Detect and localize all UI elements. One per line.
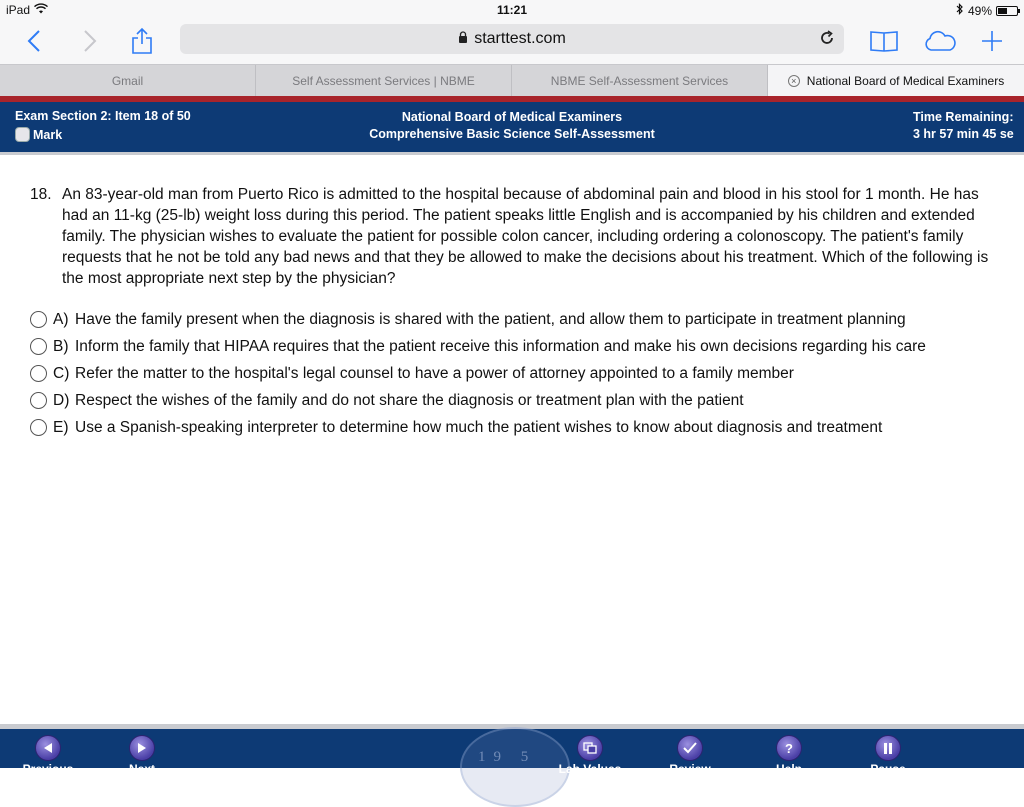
footer-nav	[0, 729, 1024, 776]
radio-button-e[interactable]	[30, 419, 47, 436]
arrow-right-icon	[129, 735, 155, 761]
pause-icon	[875, 735, 901, 761]
reload-button[interactable]	[818, 29, 838, 49]
new-tab-button[interactable]	[974, 24, 1010, 58]
radio-button-a[interactable]	[30, 311, 47, 328]
cloud-icon	[923, 30, 957, 52]
answer-option-e[interactable]	[30, 417, 1010, 438]
header-divider	[0, 152, 1024, 155]
answer-options	[30, 309, 1010, 444]
question-text: An 83-year-old man from Puerto Rico is admitted to the hospital because of abdominal pain and blood in his stool for 1 month. He has had an 11-kg (25-lb) weight loss during this period. The patient speaks little English and is accompanied by his children and extended family. The physician wishes to evaluate the patient for possible colon cancer, including ordering a colonoscopy. The patient's family requests that he not be told any bad news and that they be allowed to make the decisions about his treatment. Which of the following is the most appropriate next step by the physician?	[62, 186, 989, 287]
share-button[interactable]	[124, 24, 160, 58]
previous-label: Previous	[22, 762, 74, 776]
radio-button-d[interactable]	[30, 392, 47, 409]
icloud-tabs-button[interactable]	[922, 24, 958, 58]
answer-option-d[interactable]	[30, 390, 1010, 411]
share-icon	[132, 28, 152, 54]
bookmarks-button[interactable]	[866, 24, 902, 58]
chevron-left-icon	[27, 30, 41, 52]
forward-button[interactable]	[72, 24, 108, 58]
pause-button[interactable]	[848, 735, 928, 776]
chevron-right-icon	[83, 30, 97, 52]
lock-icon	[458, 30, 468, 48]
review-button[interactable]	[650, 735, 730, 776]
reload-icon	[818, 29, 836, 47]
radio-button-c[interactable]	[30, 365, 47, 382]
checkmark-icon	[677, 735, 703, 761]
item-counter: Exam Section 2: Item 18 of 50	[15, 109, 191, 123]
tab-label: National Board of Medical Examiners	[806, 74, 1005, 88]
option-letter: D)	[53, 392, 70, 409]
clock: 11:21	[496, 3, 528, 17]
exam-header	[0, 102, 1024, 152]
previous-button[interactable]	[8, 735, 88, 776]
next-button[interactable]	[102, 735, 182, 776]
option-letter: B)	[53, 338, 69, 355]
battery-icon	[996, 6, 1018, 16]
browser-toolbar	[0, 20, 1024, 64]
tab-nbme-active[interactable]	[768, 65, 1024, 97]
wifi-icon	[34, 3, 48, 17]
device-label: iPad	[6, 3, 31, 17]
option-letter: A)	[53, 311, 69, 328]
tab-nbme-self-assessment[interactable]	[512, 65, 768, 97]
tab-label: Self Assessment Services | NBME	[292, 74, 475, 88]
review-label: Review	[669, 762, 711, 776]
option-text: Respect the wishes of the family and do not share the diagnosis or treatment plan with the patient	[75, 392, 744, 409]
lab-values-icon	[577, 735, 603, 761]
close-tab-icon[interactable]: ×	[788, 75, 800, 87]
option-text: Have the family present when the diagnosis is shared with the patient, and allow them to participate in treatment planning	[75, 311, 906, 328]
tab-label: NBME Self-Assessment Services	[550, 74, 729, 88]
book-icon	[870, 30, 898, 52]
url-text: starttest.com	[474, 30, 566, 47]
back-button[interactable]	[16, 24, 52, 58]
mark-label: Mark	[33, 127, 63, 142]
bluetooth-icon	[956, 3, 964, 18]
time-remaining-label: Time Remaining:	[913, 110, 1014, 124]
exam-title: Comprehensive Basic Science Self-Assessment	[369, 127, 655, 141]
lab-values-label: Lab Values	[558, 762, 622, 776]
tab-self-assessment-services[interactable]	[256, 65, 512, 97]
address-bar[interactable]	[180, 24, 844, 54]
answer-option-a[interactable]	[30, 309, 1010, 330]
seal-year-text: 19 5	[478, 749, 537, 765]
ios-status-bar	[0, 0, 1024, 20]
tab-gmail[interactable]	[0, 65, 256, 97]
option-letter: E)	[53, 419, 69, 436]
radio-button-b[interactable]	[30, 338, 47, 355]
time-remaining-value: 3 hr 57 min 45 se	[913, 127, 1014, 141]
answer-option-c[interactable]	[30, 363, 1010, 384]
lab-values-button[interactable]	[550, 735, 630, 776]
option-text: Use a Spanish-speaking interpreter to determine how much the patient wishes to know about diagnosis and treatment	[75, 419, 883, 436]
option-letter: C)	[53, 365, 70, 382]
help-button[interactable]	[749, 735, 829, 776]
battery-percent: 49%	[967, 3, 992, 18]
question-mark-icon: ?	[776, 735, 802, 761]
answer-option-b[interactable]	[30, 336, 1010, 357]
question-stem	[30, 184, 1010, 289]
plus-icon	[981, 30, 1003, 52]
arrow-left-icon	[35, 735, 61, 761]
tab-bar	[0, 64, 1024, 96]
option-text: Inform the family that HIPAA requires that the patient receive this information and make his own decisions regarding his care	[75, 338, 926, 355]
pause-label: Pause	[870, 762, 906, 776]
help-label: Help	[775, 762, 802, 776]
option-text: Refer the matter to the hospital's legal counsel to have a power of attorney appointed to a family member	[75, 365, 794, 382]
question-number: 18.	[30, 186, 52, 203]
tab-label: Gmail	[111, 74, 144, 88]
next-label: Next	[128, 762, 155, 776]
org-title: National Board of Medical Examiners	[401, 110, 623, 124]
